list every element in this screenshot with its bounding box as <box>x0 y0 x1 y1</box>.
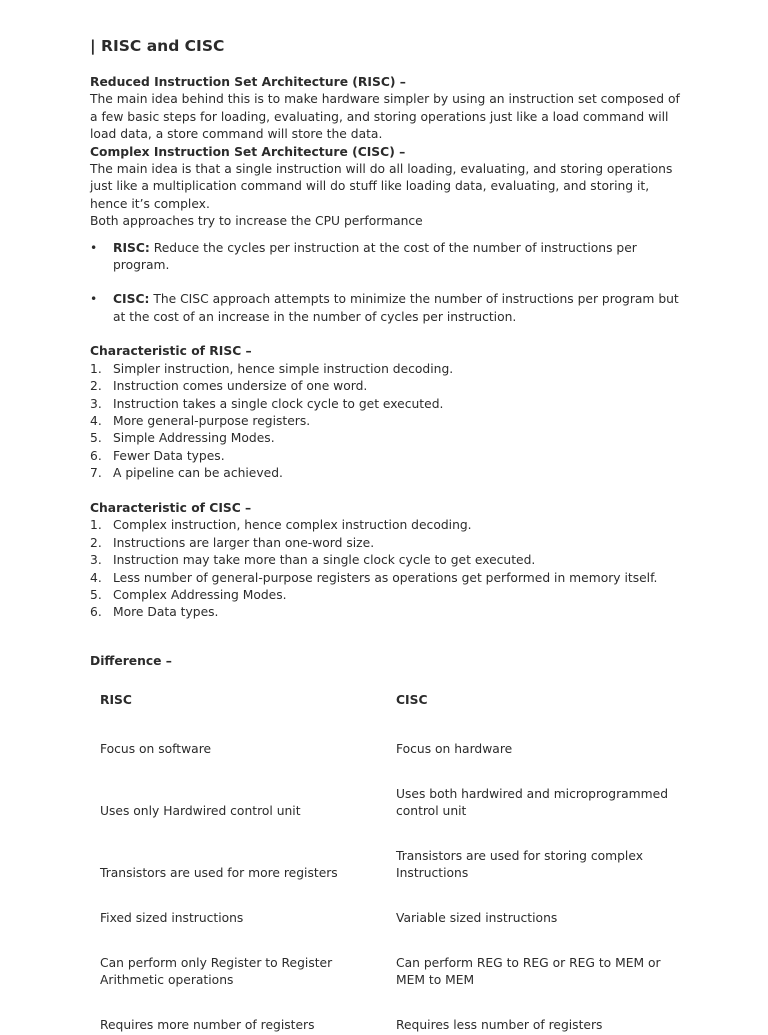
spacer <box>90 483 682 500</box>
list-item <box>90 535 682 552</box>
table-row <box>90 710 682 759</box>
list-number: 3. <box>90 553 102 568</box>
bullet-text: Reduce the cycles per instruction at the cost of the number of instructions per program. <box>113 240 637 273</box>
list-number: 1. <box>90 518 102 533</box>
table-cell-risc: Can perform only Register to Register Arithmetic operations <box>100 955 333 988</box>
list-item <box>90 413 682 430</box>
list-text: Complex Addressing Modes. <box>113 587 287 602</box>
list-text: Instructions are larger than one-word size. <box>113 535 375 550</box>
list-item <box>90 552 682 569</box>
cisc-heading: Complex Instruction Set Architecture (CISC) – <box>90 144 406 159</box>
char-cisc-heading: Characteristic of CISC – <box>90 500 252 515</box>
list-item <box>90 604 682 621</box>
table-cell-risc: Fixed sized instructions <box>100 911 244 926</box>
table-row <box>90 759 682 821</box>
table-cell-cisc: Focus on hardware <box>396 742 513 757</box>
list-item <box>90 587 682 604</box>
bullet-text: The CISC approach attempts to minimize the number of instructions per program but at the cost of an increase in the number of cycles per instruction. <box>113 292 679 324</box>
page-title: | RISC and CISC <box>90 37 225 55</box>
char-cisc-list <box>90 517 682 621</box>
list-text: Simple Addressing Modes. <box>113 431 275 446</box>
bullet-label: RISC: <box>113 240 150 255</box>
table-cell-risc: Transistors are used for more registers <box>100 866 338 881</box>
char-risc-list <box>90 361 682 483</box>
both-approaches-text: Both approaches try to increase the CPU performance <box>90 214 423 229</box>
risc-heading: Reduced Instruction Set Architecture (RISC) – <box>90 75 406 89</box>
list-number: 6. <box>90 605 102 620</box>
column-header-cisc: CISC <box>396 693 428 708</box>
approach-bullet-list <box>90 240 682 327</box>
char-risc-heading: Characteristic of RISC – <box>90 344 252 359</box>
table-cell-cisc: Variable sized instructions <box>396 911 558 926</box>
list-number: 3. <box>90 396 102 411</box>
list-text: Simpler instruction, hence simple instruction decoding. <box>113 361 454 376</box>
list-number: 5. <box>90 587 102 602</box>
list-item <box>90 396 682 413</box>
bullet-item-cisc <box>90 291 682 326</box>
list-number: 4. <box>90 570 102 585</box>
list-item <box>90 361 682 378</box>
list-item <box>90 517 682 534</box>
list-text: Less number of general-purpose registers as operations get performed in memory itself. <box>113 570 658 585</box>
table-cell-cisc: Requires less number of registers <box>396 1018 603 1033</box>
table-cell-cisc: Uses both hardwired and microprogrammed control unit <box>396 786 669 819</box>
risc-paragraph: The main idea behind this is to make hardware simpler by using an instruction set composed of a few basic steps for loading, evaluating, and storing operations just like a load command will load data, a store command will store the data. <box>90 92 680 142</box>
table-cell-risc: Requires more number of registers <box>100 1018 315 1033</box>
list-number: 6. <box>90 448 102 463</box>
bullet-item-risc <box>90 240 682 275</box>
list-text: A pipeline can be achieved. <box>113 466 283 481</box>
list-item <box>90 378 682 395</box>
list-number: 5. <box>90 431 102 446</box>
difference-heading: Difference – <box>90 653 172 668</box>
table-row <box>90 883 682 928</box>
list-number: 4. <box>90 413 102 428</box>
column-header-risc: RISC <box>100 693 132 708</box>
list-number: 1. <box>90 361 102 376</box>
bullet-dot: • <box>90 240 98 255</box>
list-text: Complex instruction, hence complex instruction decoding. <box>113 518 472 533</box>
list-text: Instruction takes a single clock cycle to get executed. <box>113 396 444 411</box>
bullet-dot: • <box>90 292 98 307</box>
table-cell-risc: Uses only Hardwired control unit <box>100 804 301 819</box>
table-header-row <box>90 692 682 709</box>
list-item <box>90 570 682 587</box>
table-row <box>90 928 682 990</box>
list-item <box>90 430 682 447</box>
table-cell-risc: Focus on software <box>100 742 212 757</box>
table-cell-cisc: Can perform REG to REG or REG to MEM or MEM to MEM <box>396 955 661 988</box>
list-text: More Data types. <box>113 605 219 620</box>
difference-table <box>90 692 682 1034</box>
list-text: Instruction may take more than a single clock cycle to get executed. <box>113 553 536 568</box>
list-number: 7. <box>90 466 102 481</box>
list-number: 2. <box>90 379 102 394</box>
bullet-label: CISC: <box>113 292 150 307</box>
table-row <box>90 990 682 1035</box>
list-item <box>90 465 682 482</box>
table-cell-cisc: Transistors are used for storing complex Instructions <box>396 848 643 881</box>
list-text: Fewer Data types. <box>113 448 225 463</box>
list-number: 2. <box>90 535 102 550</box>
list-text: More general-purpose registers. <box>113 413 311 428</box>
list-text: Instruction comes undersize of one word. <box>113 379 368 394</box>
document-page <box>90 36 682 1035</box>
list-item <box>90 448 682 465</box>
table-row <box>90 821 682 883</box>
cisc-paragraph: The main idea is that a single instruction will do all loading, evaluating, and storing operations just like a multiplication command will do stuff like loading data, evaluating, and storing it, hence it’s complex. <box>90 162 673 211</box>
